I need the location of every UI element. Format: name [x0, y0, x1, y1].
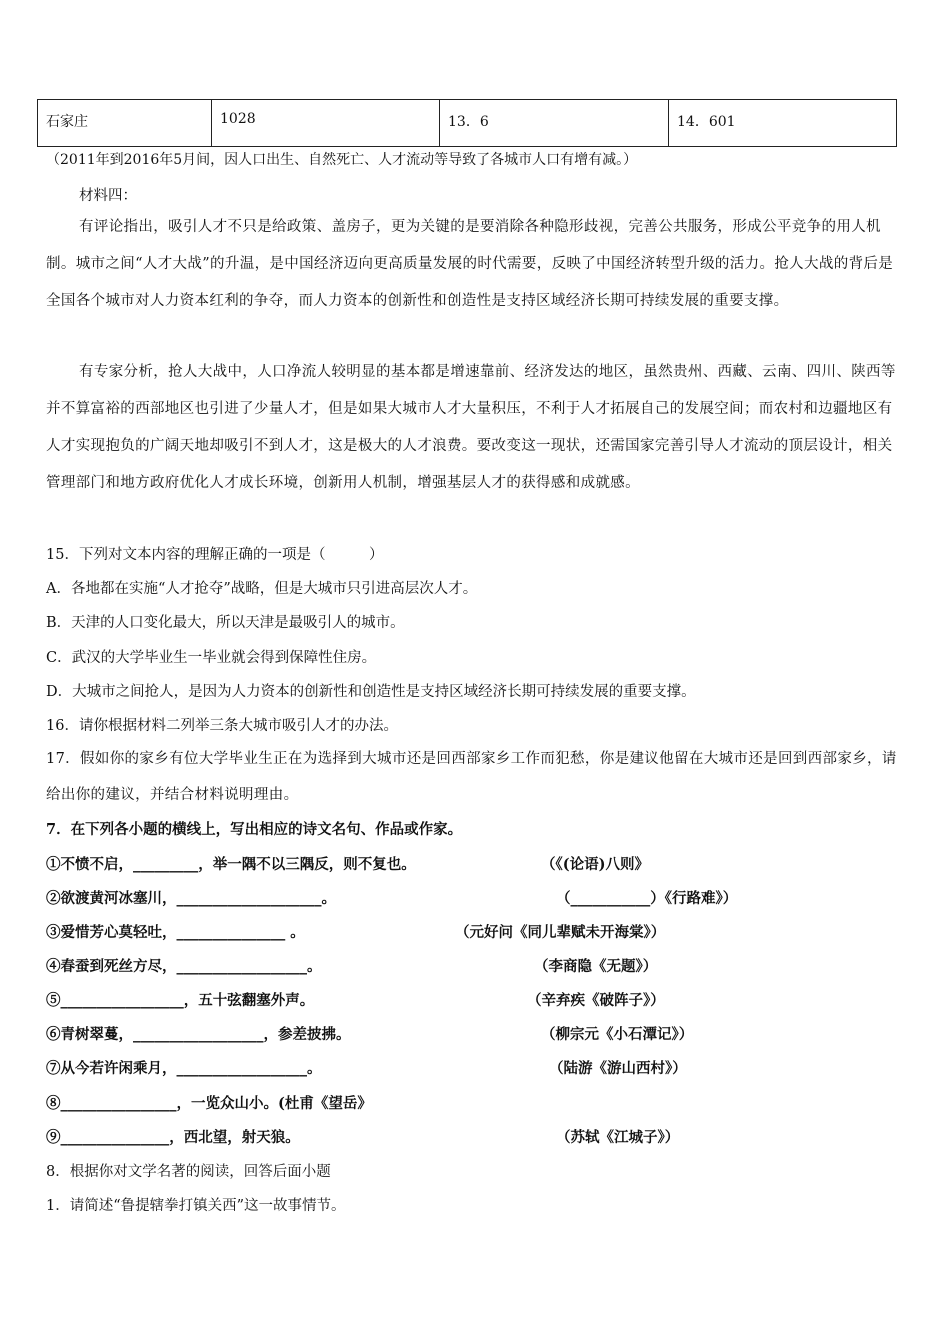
material4-heading: 材料四：: [79, 188, 137, 204]
question-15-option-b: B．天津的人口变化最大，所以天津是最吸引人的城市。: [46, 615, 405, 631]
poem-item-7: ⑦从今若许闲乘月，__________________。: [46, 1060, 322, 1077]
poem-item-6: ⑥青树翠蔓，__________________，参差披拂。: [46, 1026, 351, 1043]
poem-item-8: ⑧________________，一览众山小。(杜甫《望岳》: [46, 1095, 372, 1112]
question-16: 16．请你根据材料二列举三条大城市吸引人才的办法。: [46, 718, 398, 734]
table-cell-value: 13．6: [440, 100, 669, 147]
question-8-sub-1: 1．请简述“鲁提辖拳打镇关西”这一故事情节。: [46, 1198, 346, 1214]
poem-item-2-source: （___________）《行路难》）: [556, 890, 738, 907]
poem-item-1-source: （《(论语)八则》: [541, 856, 649, 873]
question-7-stem: 7．在下列各小题的横线上，写出相应的诗文名句、作品或作家。: [46, 821, 463, 838]
poem-item-2: ②欲渡黄河冰塞川，____________________。: [46, 890, 336, 907]
poem-item-5: ⑤_________________，五十弦翻塞外声。: [46, 992, 315, 1009]
question-17: 17．假如你的家乡有位大学毕业生正在为选择到大城市还是回西部家乡工作而犯愁，你是建议他留在大城市还是回到西部家乡，请给出你的建议，并结合材料说明理由。: [46, 751, 897, 803]
poem-item-9: ⑨_______________，西北望，射天狼。: [46, 1129, 300, 1146]
poem-item-5-source: （辛弃疾《破阵子》）: [527, 992, 665, 1009]
question-15-stem: 15．下列对文本内容的理解正确的一项是（ ）: [46, 547, 384, 563]
table-note: （2011年到2016年5月间，因人口出生、自然死亡、人才流动等导致了各城市人口有增有减。）: [46, 152, 638, 168]
poem-item-1: ①不愤不启，_________，举一隅不以三隅反，则不复也。: [46, 856, 416, 873]
poem-item-9-source: （苏轼《江城子》）: [556, 1129, 680, 1146]
table-row: [38, 100, 897, 147]
population-table: [37, 99, 897, 147]
question-15-option-a: A．各地都在实施“人才抢夺”战略，但是大城市只引进高层次人才。: [46, 581, 478, 597]
poem-item-6-source: （柳宗元《小石潭记》）: [541, 1026, 694, 1043]
material4-paragraph-2: 有专家分析，抢人大战中，人口净流人较明显的基本都是增速靠前、经济发达的地区，虽然贵州、西藏、云南、四川、陕西等并不算富裕的西部地区也引进了少量人才，但是如果大城市人才大量积压，不利于人才拓展自己的发展空间；而农村和边疆地区有人才实现抱负的广阔天地却吸引不到人才，这是极大的人才浪费。要改变这一现状，还需国家完善引导人才流动的顶层设计，相关管理部门和地方政府优化人才成长环境，创新用人机制，增强基层人才的获得感和成就感。: [46, 364, 896, 491]
question-8-stem: 8．根据你对文学名著的阅读，回答后面小题: [46, 1164, 331, 1180]
table-cell-city: 石家庄: [38, 100, 212, 147]
poem-item-3: ③爱惜芳心莫轻吐，_______________ 。: [46, 924, 305, 941]
poem-item-7-source: （陆游《游山西村》）: [549, 1060, 687, 1077]
poem-item-4: ④春蚕到死丝方尽，__________________。: [46, 958, 322, 975]
poem-item-3-source: （元好问《同儿辈赋未开海棠》）: [455, 924, 666, 941]
material4-paragraph-1: 有评论指出，吸引人才不只是给政策、盖房子，更为关键的是要消除各种隐形歧视，完善公共服务，形成公平竞争的用人机制。城市之间“人才大战”的升温，是中国经济迈向更高质量发展的时代需要，反映了中国经济转型升级的活力。抢人大战的背后是全国各个城市对人力资本红利的争夺，而人力资本的创新性和创造性是支持区域经济长期可持续发展的重要支撑。: [46, 219, 894, 309]
table-cell-value: 1028: [212, 100, 440, 147]
question-15-option-d: D．大城市之间抢人，是因为人力资本的创新性和创造性是支持区域经济长期可持续发展的重要支撑。: [46, 684, 696, 700]
table-cell-value: 14．601: [669, 100, 897, 147]
question-15-option-c: C．武汉的大学毕业生一毕业就会得到保障性住房。: [46, 650, 377, 666]
poem-item-4-source: （李商隐《无题》）: [534, 958, 658, 975]
